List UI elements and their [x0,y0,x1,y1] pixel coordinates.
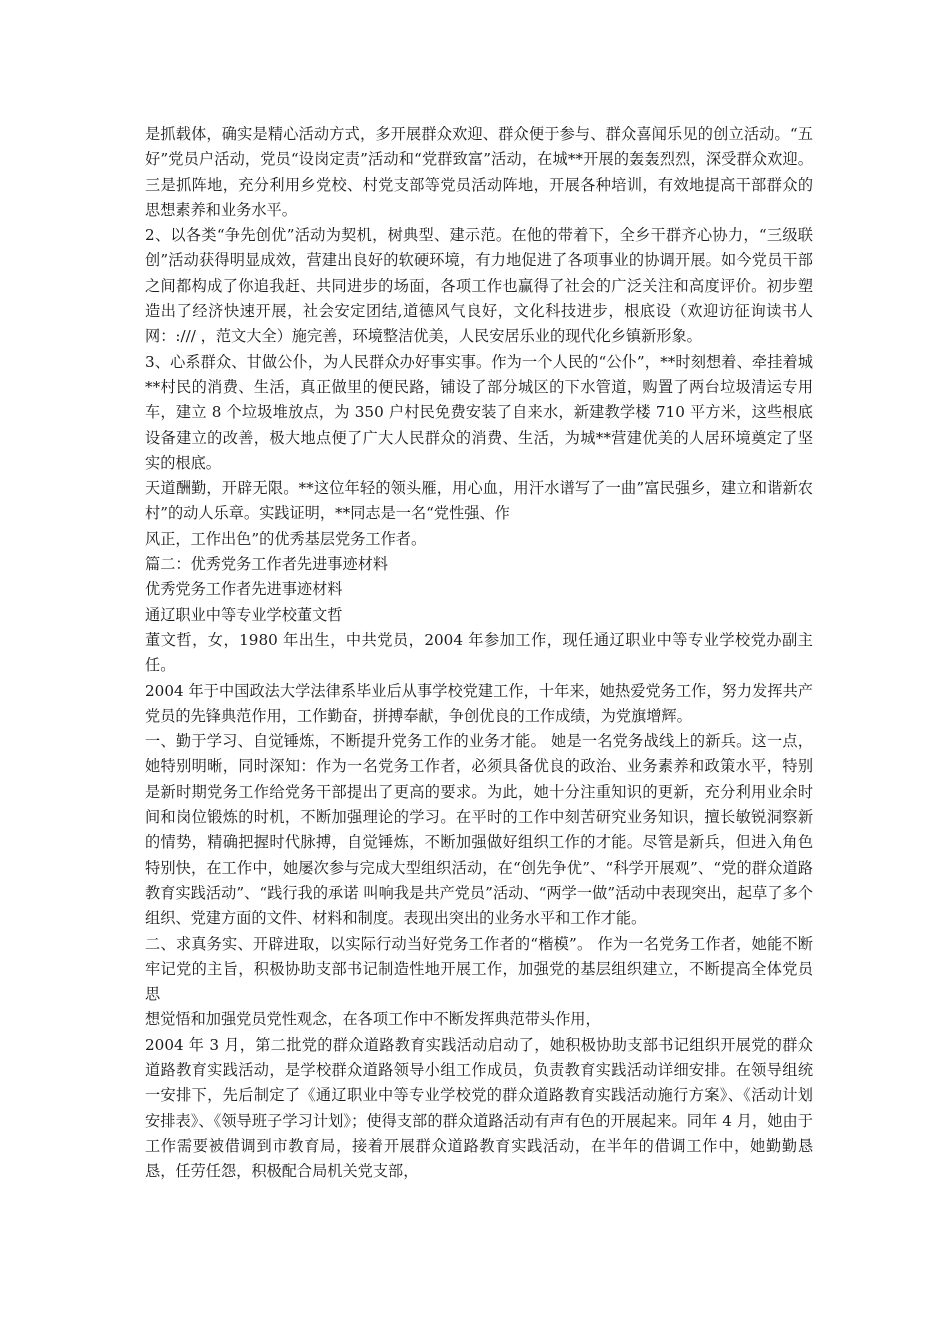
paragraph-intro: 2004 年于中国政法大学法律系毕业后从事学校党建工作，十年来，她热爱党务工作，努力发挥共产党员的先锋典范作用，工作勤奋，拼搏奉献，争创优良的工作成绩，为党旗增辉。 [145,681,813,725]
section-heading: 篇二：优秀党务工作者先进事迹材料 [145,555,388,574]
paragraph-point-2: 二、求真务实、开辟进取，以实际行动当好党务工作者的“楷模”。 作为一名党务工作者，她能不断牢记党的主旨，积极协助支部书记制造性地开展工作，加强党的基层组织建立，不断提高全体党员思 [145,934,813,1004]
paragraph-bio: 董文哲，女，1980 年出生，中共党员，2004 年参加工作，现任通辽职业中等专业学校党办副主任。 [145,630,813,675]
paragraph-point-1: 一、勤于学习、自觉锤炼，不断提升党务工作的业务才能。 她是一名党务战线上的新兵。这一点，她特别明晰，同时深知：作为一名党务工作者，必须具备优良的政治、业务素养和政策水平，特别是新时期党务工作给党务干部提出了更高的要求。为此，她十分注重知识的更新，充分利用业余时间和岗位锻炼的时机，不断加强理论的学习。在平时的工作中刻苦研究业务知识，擅长敏锐洞察新的情势，精确把握时代脉搏，自觉锤炼，不断加强做好组织工作的才能。尽管是新兵，但进入角色特别快，在工作中，她屡次参与完成大型组织活动，在“创先争优”、“科学开展观”、“党的群众道路教育实践活动”、“践行我的承诺 叫响我是共产党员”活动、“两学一做”活动中表现突出，起草了多个组织、党建方面的文件、材料和制度。表现出突出的业务水平和工作才能。 [145,732,813,928]
paragraph-campaign: 2004 年 3 月，第二批党的群众道路教育实践活动启动了，她积极协助支部书记组织开展党的群众道路教育实践活动，是学校群众道路领导小组工作成员，负责教育实践活动详细安排。在领导组统一安排下，先后制定了《通辽职业中等专业学校党的群众道路教育实践活动施行方案》、《活动计划安排表》、《领导班子学习计划》；使得支部的群众道路活动有声有色的开展起来。同年 4 月，她由于工作需要被借调到市教育局，接着开展群众道路教育实践活动，在半年的借调工作中，她勤勤恳恳，任劳任怨，积极配合局机关党支部， [145,1035,813,1181]
paragraph-item-2: 2、以各类“争先创优”活动为契机，树典型、建示范。在他的带着下，全乡干群齐心协力，“三级联创”活动获得明显成效，营建出良好的软硬环境，有力地促进了各项事业的协调开展。如今党员干部之间都构成了你追我赶、共同进步的场面，各项工作也赢得了社会的广泛关注和高度评价。初步塑造出了经济快速开展，社会安定团结,道德风气良好，文化科技进步，根底设（欢迎访征询读书人网：:/// ，范文大全）施完善，环境整洁优美，人民安居乐业的现代化乡镇新形象。 [145,226,813,346]
paragraph-summary: 天道酬勤，开辟无限。**这位年轻的领头雁，用心血，用汗水谱写了一曲”富民强乡，建立和谐新农村”的动人乐章。实践证明，**同志是一名“党性强、作 [145,479,813,523]
article-title: 优秀党务工作者先进事迹材料 [145,580,343,599]
paragraph-item-3: 3、心系群众、甘做公仆，为人民群众办好事实事。作为一个人民的“公仆”，**时刻想着、牵挂着城**村民的消费、生活，真正做里的便民路，铺设了部分城区的下水管道，购置了两台垃圾清运专用车，建立 8 个垃圾堆放点，为 350 户村民免费安装了自来水，新建教学楼 710 平方米，这些根底设备建立的改善，极大地点便了广大人民群众的消费、生活，为城**营建优美的人居环境奠定了坚实的根底。 [145,352,813,472]
document-body [145,122,813,1184]
article-author: 通辽职业中等专业学校董文哲 [145,605,343,624]
paragraph-summary-end: 风正，工作出色”的优秀基层党务工作者。 [145,529,427,548]
paragraph-continuation: 是抓载体，确实是精心活动方式，多开展群众欢迎、群众便于参与、群众喜闻乐见的创立活动。“五好”党员户活动，党员“设岗定责”活动和“党群致富”活动，在城**开展的轰轰烈烈，深受群众欢迎。三是抓阵地，充分利用乡党校、村党支部等党员活动阵地，开展各种培训，有效地提高干部群众的思想素养和业务水平。 [145,125,813,219]
paragraph-point-2-end: 想觉悟和加强党员党性观念，在各项工作中不断发挥典范带头作用， [145,1010,601,1029]
